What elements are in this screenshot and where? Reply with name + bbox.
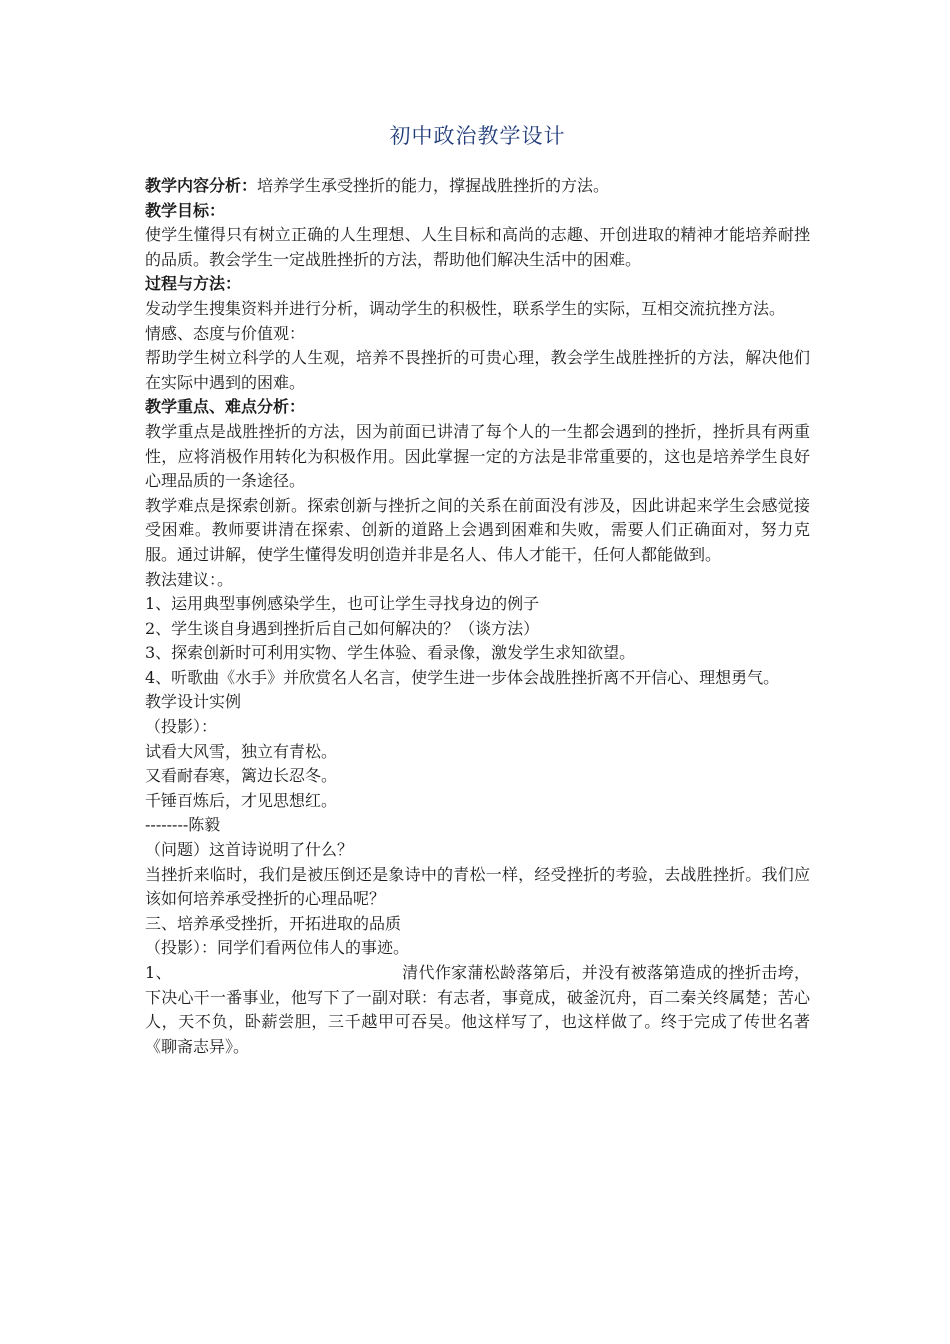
document-page [145, 118, 810, 1059]
process-label: 过程与方法： [145, 274, 242, 294]
story-paragraph [145, 961, 810, 1059]
method-item: 4、听歌曲《水手》并欣赏名人名言，使学生进一步体会战胜挫折离不开信心、理想勇气。 [145, 667, 780, 687]
content-analysis [145, 174, 810, 199]
question-text: （问题）这首诗说明了什么？ [145, 840, 354, 860]
example-label: 教学设计实例 [145, 692, 242, 712]
key-difficulty-text: 教学难点是探索创新。探索创新与挫折之间的关系在前面没有涉及，因此讲起来学生会感觉接受困难。教师要讲清在探索、创新的道路上会遇到困难和失败，需要人们正确面对，努力克服。通过讲解，使学生懂得发明创造并非是名人、伟人才能干，任何人都能做到。 [145, 495, 810, 564]
process-text: 发动学生搜集资料并进行分析，调动学生的积极性，联系学生的实际，互相交流抗挫方法。 [145, 298, 786, 318]
story-number: 1、 [145, 963, 172, 982]
method-item: 2、学生谈自身遇到挫折后自己如何解决的？（谈方法） [145, 618, 540, 638]
poem-line: 试看大风雪，独立有青松。 [145, 741, 338, 761]
poem-line: 千锤百炼后，才见思想红。 [145, 790, 338, 810]
answer-text: 当挫折来临时，我们是被压倒还是象诗中的青松一样，经受挫折的考验，去战胜挫折。我们应该如何培养承受挫折的心理品呢？ [145, 864, 810, 909]
projection2-text: （投影）：同学们看两位伟人的事迹。 [145, 938, 410, 958]
emotion-label: 情感、态度与价值观： [145, 323, 306, 343]
poem-line: 又看耐春寒，篱边长忍冬。 [145, 766, 338, 786]
story-text: 清代作家蒲松龄落第后，并没有被落第造成的挫折击垮，下决心干一番事业，他写下了一副对联：有志者，事竟成，破釜沉舟，百二秦关终属楚；苦心人，天不负，卧薪尝胆，三千越甲可吞吴。他这样写了，也这样做了。终于完成了传世名著《聊斋志异》。 [145, 963, 810, 1056]
key-points-label: 教学重点、难点分析： [145, 397, 306, 417]
poem-author: --------陈毅 [145, 815, 221, 835]
method-item: 1、运用典型事例感染学生，也可让学生寻找身边的例子 [145, 594, 540, 614]
method-suggestions-label: 教法建议：。 [145, 569, 234, 589]
content-analysis-label: 教学内容分析： [145, 176, 258, 195]
projection-label: （投影）： [145, 717, 218, 737]
section-three-heading: 三、培养承受挫折，开拓进取的品质 [145, 913, 402, 933]
goals-text: 使学生懂得只有树立正确的人生理想、人生目标和高尚的志趣、开创进取的精神才能培养耐挫的品质。教会学生一定战胜挫折的方法，帮助他们解决生活中的困难。 [145, 225, 810, 269]
goals-label: 教学目标： [145, 200, 226, 220]
key-focus-text: 教学重点是战胜挫折的方法，因为前面已讲清了每个人的一生都会遇到的挫折，挫折具有两重性，应将消极作用转化为积极作用。因此掌握一定的方法是非常重要的，这也是培养学生良好心理品质的一条途径。 [145, 421, 810, 491]
document-title: 初中政治教学设计 [389, 124, 566, 148]
method-item: 3、探索创新时可利用实物、学生体验、看录像，激发学生求知欲望。 [145, 643, 636, 663]
content-analysis-text: 培养学生承受挫折的能力，撑握战胜挫折的方法。 [257, 176, 610, 195]
emotion-text: 帮助学生树立科学的人生观，培养不畏挫折的可贵心理，教会学生战胜挫折的方法，解决他们在实际中遇到的困难。 [145, 348, 810, 392]
